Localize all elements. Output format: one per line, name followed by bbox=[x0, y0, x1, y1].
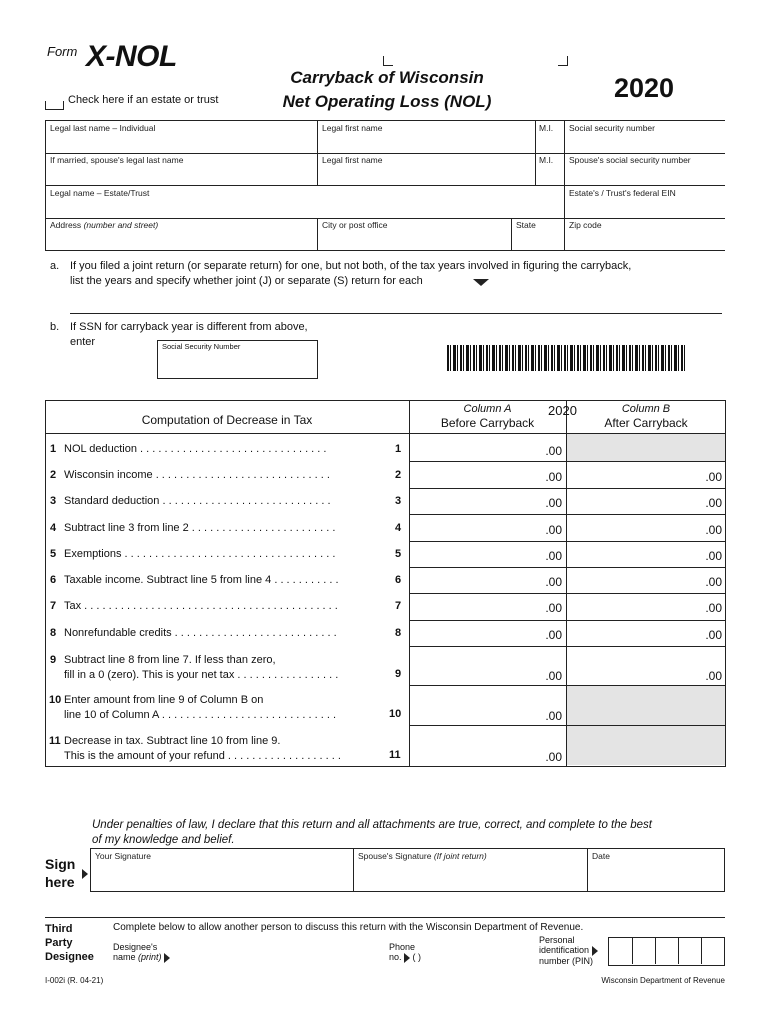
designee-name-input[interactable] bbox=[180, 950, 380, 964]
pin-arrow-icon bbox=[592, 946, 598, 956]
third-party-label bbox=[45, 922, 94, 964]
line-10 bbox=[49, 693, 405, 723]
line-9 bbox=[50, 653, 406, 683]
line-8-col-a[interactable]: .00 bbox=[545, 628, 562, 642]
line-8-ref: 8 bbox=[395, 627, 402, 639]
line-10-text2: line 10 of Column A . . . . . . . . . . . . . . . . . . . . . . . . . . . . . bbox=[64, 709, 337, 721]
pin-cell-divider bbox=[678, 937, 702, 964]
phone-input[interactable]: ( ) bbox=[412, 952, 422, 962]
line-9-ref: 9 bbox=[395, 668, 402, 680]
address-hint: (number and street) bbox=[83, 220, 159, 230]
line-6-leader: . . . . . . . . . . . bbox=[271, 574, 339, 586]
line-1-leader: . . . . . . . . . . . . . . . . . . . . . . . . . . . . . . . bbox=[136, 443, 327, 455]
line-3-leader: . . . . . . . . . . . . . . . . . . . . . . . . . . . . bbox=[159, 495, 331, 507]
line-4-text: Subtract line 3 from line 2 bbox=[64, 522, 189, 534]
line-10-text1: Enter amount from line 9 of Column B on bbox=[64, 694, 264, 706]
sign-arrow-icon bbox=[82, 869, 88, 879]
line-8 bbox=[50, 627, 390, 639]
line-9-text2: fill in a 0 (zero). This is your net tax . . . . . . . . . . . . . . . . . bbox=[64, 669, 339, 681]
line-4-col-b[interactable]: .00 bbox=[705, 523, 722, 537]
designee-arrow-icon bbox=[164, 953, 170, 963]
party-word: Party bbox=[45, 937, 73, 949]
title-line1: Carryback of Wisconsin bbox=[290, 68, 484, 87]
line-3-col-b[interactable]: .00 bbox=[705, 496, 722, 510]
line-8-num: 8 bbox=[50, 627, 57, 639]
pin-cell-divider bbox=[632, 937, 656, 964]
title bbox=[262, 66, 512, 114]
column-b-top: Column B bbox=[621, 403, 671, 415]
line-8-col-b[interactable]: .00 bbox=[705, 628, 722, 642]
question-b-line2: enter bbox=[70, 336, 96, 348]
line-11-text2: This is the amount of your refund . . . . . . . . . . . . . . . . . . . bbox=[64, 750, 341, 762]
line-8-text: Nonrefundable credits bbox=[64, 627, 172, 639]
estate-checkbox[interactable] bbox=[45, 101, 64, 110]
spouse-signature-field[interactable] bbox=[358, 851, 487, 861]
barcode bbox=[447, 345, 686, 371]
phone-no: no. bbox=[389, 952, 402, 962]
pin-word2: identification bbox=[539, 945, 590, 955]
third-word: Third bbox=[45, 923, 73, 935]
line-3-col-a[interactable]: .00 bbox=[545, 496, 562, 510]
form-code: I-002i (R. 04-21) bbox=[45, 976, 104, 985]
designee-word: Designee bbox=[45, 951, 94, 963]
line-1 bbox=[50, 443, 390, 455]
sign-here-label bbox=[45, 855, 75, 891]
line-3-ref: 3 bbox=[395, 495, 402, 507]
column-b-bottom: After Carryback bbox=[604, 416, 688, 430]
agency-name: Wisconsin Department of Revenue bbox=[601, 976, 725, 985]
table-title: Computation of Decrease in Tax bbox=[141, 413, 313, 427]
address-field[interactable] bbox=[50, 220, 158, 230]
column-a-header bbox=[410, 402, 565, 430]
form-word: Form bbox=[47, 44, 78, 59]
line-11-num: 11 bbox=[49, 735, 61, 747]
line-6-text: Taxable income. Subtract line 5 from line 4 bbox=[64, 574, 272, 586]
corner-mark-right bbox=[558, 56, 568, 66]
line-5 bbox=[50, 548, 390, 560]
column-a-top: Column A bbox=[463, 403, 512, 415]
column-a-bottom: Before Carryback bbox=[440, 416, 535, 430]
line-11-col-a[interactable]: .00 bbox=[545, 750, 562, 764]
pin-word1: Personal bbox=[539, 935, 575, 945]
line-1-ref: 1 bbox=[395, 443, 402, 455]
line-4-num: 4 bbox=[50, 522, 57, 534]
line-6-ref: 6 bbox=[395, 574, 402, 586]
question-a-letter: a. bbox=[50, 260, 60, 272]
line-9-col-b[interactable]: .00 bbox=[705, 669, 722, 683]
city-field[interactable]: City or post office bbox=[322, 220, 388, 230]
line-5-num: 5 bbox=[50, 548, 57, 560]
corner-mark-left bbox=[383, 56, 393, 66]
line-8-leader: . . . . . . . . . . . . . . . . . . . . . . . . . . . bbox=[171, 627, 337, 639]
pin-word3: number (PIN) bbox=[539, 955, 594, 966]
line-10-ref: 10 bbox=[389, 708, 402, 720]
pin-cell-divider bbox=[701, 937, 725, 964]
line-5-col-a[interactable]: .00 bbox=[545, 549, 562, 563]
line-10-col-a[interactable]: .00 bbox=[545, 709, 562, 723]
question-b-line1: If SSN for carryback year is different from above, bbox=[70, 321, 308, 333]
last-name-field[interactable]: Legal last name – Individual bbox=[50, 123, 156, 133]
line-10-num: 10 bbox=[49, 694, 62, 706]
tax-year: 2020 bbox=[614, 73, 675, 103]
line-9-col-a[interactable]: .00 bbox=[545, 669, 562, 683]
question-a-line1: If you filed a joint return (or separate return) for one, but not both, of the tax years involved in figuring the carryback, bbox=[70, 260, 632, 272]
question-a-answer-line[interactable] bbox=[70, 313, 722, 314]
line-1-text: NOL deduction bbox=[64, 443, 137, 455]
line-5-leader: . . . . . . . . . . . . . . . . . . . . . . . . . . . . . . . . . . . bbox=[121, 548, 336, 560]
question-a-line2: list the years and specify whether joint (J) or separate (S) return for each bbox=[70, 275, 423, 287]
alt-ssn-label: Social Security Number bbox=[162, 342, 241, 351]
line-3 bbox=[50, 495, 390, 507]
question-b-letter: b. bbox=[50, 321, 60, 333]
line-4 bbox=[50, 522, 390, 534]
here-word: here bbox=[45, 874, 75, 890]
date-field[interactable]: Date bbox=[592, 851, 610, 861]
sign-word: Sign bbox=[45, 856, 76, 872]
line-7-leader: . . . . . . . . . . . . . . . . . . . . . . . . . . . . . . . . . . . . . . . . . . bbox=[81, 600, 338, 612]
phone-label bbox=[389, 942, 421, 963]
pin-label bbox=[539, 935, 598, 966]
pin-cell-divider bbox=[655, 937, 679, 964]
declaration bbox=[92, 818, 652, 848]
third-party-instruction: Complete below to allow another person to discuss this return with the Wisconsin Department of Revenue. bbox=[113, 922, 584, 933]
line-6 bbox=[50, 574, 390, 586]
mi-field[interactable]: M.I. bbox=[539, 123, 554, 133]
line-7 bbox=[50, 600, 390, 612]
line-7-ref: 7 bbox=[395, 600, 402, 612]
title-line2: Net Operating Loss (NOL) bbox=[282, 92, 492, 111]
line-7-col-a[interactable]: .00 bbox=[545, 601, 562, 615]
line-2 bbox=[50, 469, 390, 481]
line-7-text: Tax bbox=[64, 600, 82, 612]
phone-word: Phone bbox=[389, 942, 416, 952]
spouse-mi-field[interactable]: M.I. bbox=[539, 155, 554, 165]
declaration-line2: of my knowledge and belief. bbox=[92, 834, 235, 846]
line-2-col-a[interactable]: .00 bbox=[545, 470, 562, 484]
line-3-text: Standard deduction bbox=[64, 495, 160, 507]
line-11-ref: 11 bbox=[389, 749, 401, 761]
line-4-leader: . . . . . . . . . . . . . . . . . . . . . . . . bbox=[188, 522, 336, 534]
line-9-text1: Subtract line 8 from line 7. If less than zero, bbox=[64, 654, 276, 666]
line-2-col-b[interactable]: .00 bbox=[705, 470, 722, 484]
spouse-ssn-field[interactable]: Spouse's social security number bbox=[569, 155, 691, 165]
ein-field[interactable]: Estate's / Trust's federal EIN bbox=[569, 188, 676, 198]
down-arrow-icon bbox=[473, 279, 489, 286]
your-signature-field[interactable]: Your Signature bbox=[95, 851, 151, 861]
designee-name-label bbox=[113, 942, 170, 963]
line-4-col-a[interactable]: .00 bbox=[545, 523, 562, 537]
designee-name1: Designee's bbox=[113, 942, 158, 952]
line-7-col-b[interactable]: .00 bbox=[705, 601, 722, 615]
line-5-text: Exemptions bbox=[64, 548, 122, 560]
form-name: X-NOL bbox=[86, 40, 177, 73]
line-2-num: 2 bbox=[50, 469, 57, 481]
estate-name-field[interactable]: Legal name – Estate/Trust bbox=[50, 188, 150, 198]
designee-hint: (print) bbox=[138, 952, 162, 962]
line-2-ref: 2 bbox=[395, 469, 402, 481]
spouse-sig-label: Spouse's Signature bbox=[358, 851, 432, 861]
phone-arrow-icon bbox=[404, 953, 410, 963]
ssn-field[interactable]: Social security number bbox=[569, 123, 655, 133]
spouse-sig-hint: (If joint return) bbox=[433, 851, 487, 861]
column-b-header bbox=[567, 402, 725, 430]
column-year: 2020 bbox=[548, 403, 577, 418]
line-11-text1: Decrease in tax. Subtract line 10 from line 9. bbox=[64, 735, 281, 747]
state-field[interactable]: State bbox=[516, 220, 536, 230]
line-1-col-a[interactable]: .00 bbox=[545, 444, 562, 458]
spouse-last-name-field[interactable]: If married, spouse's legal last name bbox=[50, 155, 184, 165]
zip-field[interactable]: Zip code bbox=[569, 220, 602, 230]
spouse-first-name-field[interactable]: Legal first name bbox=[322, 155, 383, 165]
line-1-num: 1 bbox=[50, 443, 57, 455]
line-2-text: Wisconsin income bbox=[64, 469, 153, 481]
estate-check-label: Check here if an estate or trust bbox=[68, 94, 219, 106]
line-5-ref: 5 bbox=[395, 548, 402, 560]
line-4-ref: 4 bbox=[395, 522, 402, 534]
line-11 bbox=[49, 734, 405, 764]
address-label: Address bbox=[50, 220, 82, 230]
line-7-num: 7 bbox=[50, 600, 57, 612]
line-6-col-a[interactable]: .00 bbox=[545, 575, 562, 589]
line-3-num: 3 bbox=[50, 495, 57, 507]
line-6-num: 6 bbox=[50, 574, 57, 586]
first-name-field[interactable]: Legal first name bbox=[322, 123, 383, 133]
declaration-line1: Under penalties of law, I declare that this return and all attachments are true, correct, and complete to the best bbox=[92, 819, 652, 831]
line-6-col-b[interactable]: .00 bbox=[705, 575, 722, 589]
line-5-col-b[interactable]: .00 bbox=[705, 549, 722, 563]
designee-name2: name bbox=[113, 952, 136, 962]
line-2-leader: . . . . . . . . . . . . . . . . . . . . . . . . . . . . . bbox=[152, 469, 330, 481]
line-9-num: 9 bbox=[50, 654, 57, 666]
